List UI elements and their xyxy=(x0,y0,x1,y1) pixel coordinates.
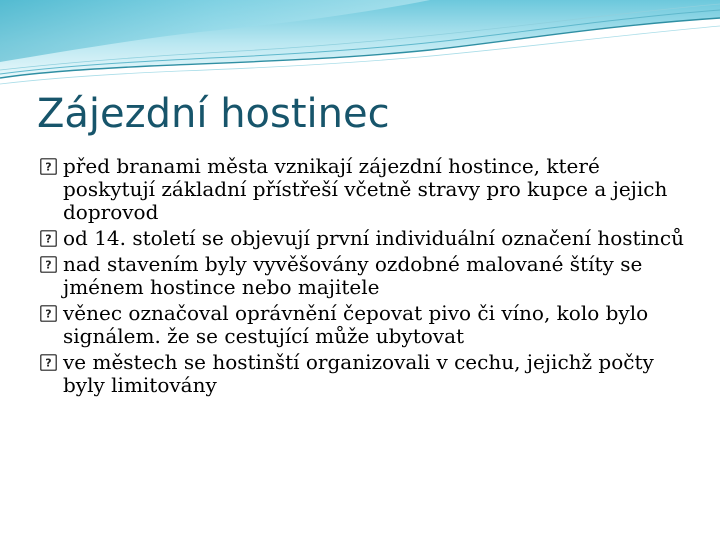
svg-text:?: ? xyxy=(45,232,52,246)
bullet-text: od 14. století se objevují první individuální označení hostinců xyxy=(63,226,684,250)
svg-text:?: ? xyxy=(45,356,52,370)
bullet-text: věnec označoval oprávnění čepovat pivo či víno, kolo bylo signálem. že se cestující může ubytovat xyxy=(63,301,649,348)
missing-glyph-icon xyxy=(40,354,57,371)
bullet-item xyxy=(38,155,698,224)
bullet-list xyxy=(38,155,698,400)
bullet-item xyxy=(38,302,698,348)
bullet-item xyxy=(38,253,698,299)
svg-text:?: ? xyxy=(45,160,52,174)
bullet-text: nad stavením byly vyvěšovány ozdobné malované štíty se jménem hostince nebo majitele xyxy=(63,252,643,299)
bullet-item xyxy=(38,227,698,250)
missing-glyph-icon xyxy=(40,230,57,247)
bullet-item xyxy=(38,351,698,397)
header-wave-decoration xyxy=(0,0,720,90)
bullet-text: ve městech se hostinští organizovali v cechu, jejichž počty byly limitovány xyxy=(63,350,654,397)
slide-title: Zájezdní hostinec xyxy=(37,91,390,137)
missing-glyph-icon xyxy=(40,158,57,175)
missing-glyph-icon xyxy=(40,256,57,273)
bullet-text: před branami města vznikají zájezdní hostince, které poskytují základní přístřeší včetně stravy pro kupce a jejich doprovod xyxy=(63,154,668,224)
svg-text:?: ? xyxy=(45,307,52,321)
svg-text:?: ? xyxy=(45,258,52,272)
missing-glyph-icon xyxy=(40,305,57,322)
